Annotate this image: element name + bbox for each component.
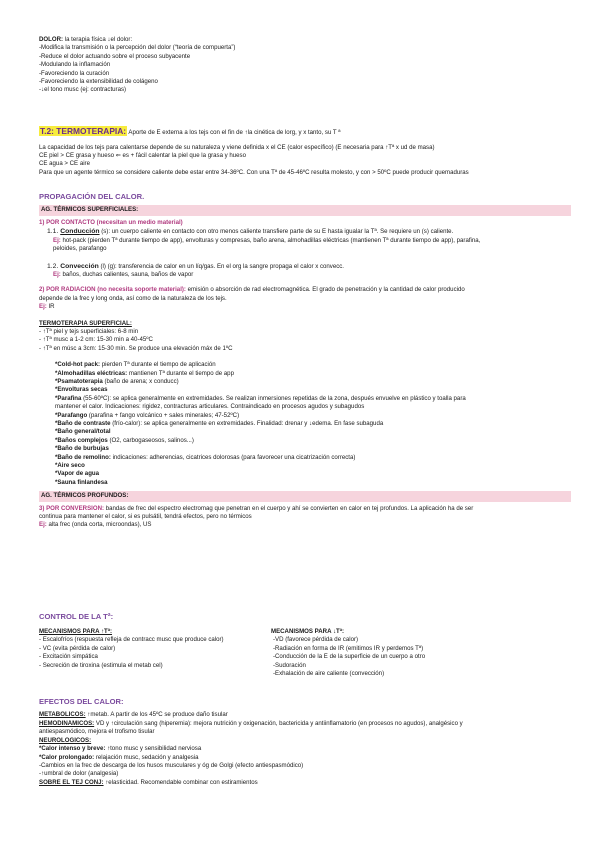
- list-item: -Sudoración: [273, 661, 306, 669]
- propagacion-title: PROPAGACIÓN DEL CALOR.: [39, 192, 145, 201]
- agent-desc: (frío-calor): se aplica generalmente en extremidades. Finalidad: drenar y ↓edema. En fase subaguda: [110, 420, 384, 427]
- radiacion-example-line: [39, 303, 579, 311]
- list-item: - ↑Tª en músc a 3cm: 15-30 min. Se produce una elevación máx de 1ºC: [39, 344, 233, 352]
- conveccion-desc: (l) (g): transferencia de calor en un líq/gas. En el org la sangre propaga el calor x convecc.: [98, 262, 344, 270]
- conversion-desc: bandas de frec del espectro electromag que penetran en el cuerpo y ahí se convierten en calor en tej profundos. La aplicación ha de ser: [104, 504, 474, 512]
- list-item: - Excitación simpática: [39, 653, 98, 661]
- list-item: - VC (evita pérdida de calor): [39, 644, 116, 652]
- agent-name: *Almohadillas eléctricas:: [55, 369, 128, 377]
- control-title: CONTROL DE LA Tª:: [39, 612, 114, 621]
- mecanismos-aumento-title: MECANISMOS PARA ↑Tª:: [39, 628, 113, 635]
- conversion-line: [39, 505, 579, 513]
- agent-item: [55, 470, 579, 478]
- dolor-title: DOLOR:: [39, 36, 64, 43]
- agents-list: [39, 361, 579, 487]
- radiacion-desc: emisión o absorción de rad electromagnética. El grado de penetración y la cantidad de calor producido: [185, 286, 465, 294]
- agent-name: *Baño de contraste: [55, 420, 111, 427]
- list-item: -VD (favorece pérdida de calor): [273, 636, 359, 644]
- hemodinamicos-label: HEMODINÁMICOS:: [39, 719, 95, 727]
- termoterapia-heading: T.2: TERMOTERAPIA:: [40, 126, 127, 136]
- conduccion-example-line-2: peloides, parafango: [53, 245, 107, 253]
- list-item: -Exhalación de aire caliente (convección): [273, 670, 385, 678]
- agent-item: [55, 378, 579, 386]
- efectos-title: EFECTOS DEL CALOR:: [39, 697, 124, 706]
- hemodinamicos-line-2: antiespasmódico, mejora el trofismo tisular: [39, 728, 155, 736]
- neuro-name: *Calor prolongado:: [39, 753, 95, 761]
- tejido-conjuntivo-line: [39, 779, 579, 787]
- paragraph-line: La capacidad de los tejs para calentarse depende de su naturaleza y viene definida x el CE (calor específico) (E necesaria para ↑Tª x ud de masa): [39, 143, 435, 151]
- agent-item: [55, 437, 579, 445]
- agent-item: [55, 420, 579, 428]
- conduccion-number: 1.1.: [47, 228, 61, 236]
- agent-name: *Psamatoterapia: [55, 377, 103, 385]
- agent-item: [55, 479, 579, 487]
- conversion-example: alta frec (onda corta, microondas), US: [46, 521, 152, 529]
- conveccion-number: 1.2.: [47, 262, 61, 270]
- agent-item: [55, 462, 579, 470]
- list-item: -Favoreciendo la extensibilidad de colágeno: [39, 78, 158, 86]
- agent-name: *Baños complejos: [55, 436, 108, 444]
- list-item: -Modulando la inflamación: [39, 61, 111, 69]
- agent-name: *Sauna finlandesa: [55, 478, 108, 486]
- neuro-item: [39, 770, 579, 778]
- agent-desc: (O2, carbogaseosos, salinos...): [107, 436, 194, 444]
- conveccion-example-line: [39, 271, 579, 279]
- agent-item: [55, 412, 579, 420]
- agent-name: *Envolturas secas: [55, 386, 108, 394]
- radiacion-line: [39, 286, 579, 294]
- paragraph-line: CE agua > CE aire: [39, 160, 90, 168]
- example-label: Ej:: [53, 236, 61, 244]
- neuro-desc: ↑tono musc y sensibilidad nerviosa: [105, 745, 202, 753]
- dolor-heading-line: [39, 36, 579, 44]
- agent-item: [55, 445, 579, 453]
- conversion-line-2: continua para mantener el calor, si es pulsátil, tendrá efectos, pero no térmicos: [39, 513, 252, 521]
- neuro-desc: -Cambios en la frec de descarga de los husos musculares y óg de Golgi (efecto antiespasmódico): [39, 761, 304, 769]
- neuro-desc: -↑umbral de dolor (analgesia): [39, 770, 119, 778]
- example-label: Ej:: [53, 270, 61, 278]
- list-item: -Reduce el dolor actuando sobre el proceso subyacente: [39, 52, 191, 60]
- list-item: - ↑Tª musc a 1-2 cm: 15-30 min a 40-45ºC: [39, 336, 153, 344]
- agent-desc: mantienen Tª durante el tiempo de app: [127, 369, 234, 377]
- agent-item: [55, 370, 579, 378]
- list-item: -Conducción de la E de la superficie de un cuerpo a otro: [273, 653, 426, 661]
- agent-item: [55, 454, 579, 462]
- radiacion-title: 2) POR RADIACIÓN (no necesita soporte material):: [39, 286, 186, 294]
- superficial-title: TERMOTERAPIA SUPERFICIAL:: [39, 319, 132, 327]
- mecanismos-descenso-title: MECANISMOS PARA ↓Tª:: [271, 628, 345, 635]
- agent-name: *Aire seco: [55, 462, 85, 470]
- hemodinamicos-desc: VD y ↑circulación sang (hiperemia): mejora nutrición y oxigenación, bactericida y antiinflamatorio (en procesos no agudos), analgésico y: [94, 719, 463, 727]
- agent-desc: (baño de arena; x conducc): [102, 377, 179, 385]
- neuro-desc: relajación musc, sedación y analgesia: [94, 753, 199, 761]
- agent-name: *Cold-hot pack:: [55, 361, 101, 369]
- neuro-name: *Calor intenso y breve:: [39, 745, 106, 753]
- conduccion-desc: (s): un cuerpo caliente en contacto con otro menos caliente transfiere parte de su E hasta igualar la Tª. Se requiere un (s) caliente.: [99, 228, 454, 236]
- conveccion-term: Convección: [60, 262, 99, 270]
- agent-desc: indicaciones: adherencias, cicatrices dolorosas (para favorecer una cicatrización correcta): [110, 453, 356, 461]
- termoterapia-heading-line: [39, 126, 579, 138]
- agent-name: *Vapor de agua: [55, 470, 100, 478]
- list-item: -↓el tono musc (ej: contracturas): [39, 86, 127, 94]
- neuro-item: [39, 745, 579, 753]
- list-item: -Modifica la transmisión o la percepción del dolor (“teoría de compuerta”): [39, 44, 236, 52]
- control-right-column: [271, 628, 571, 678]
- agent-name: *Baño de burbujas: [55, 445, 109, 453]
- agent-desc: mantener el calor. Indicaciones: rigidez, contracturas articulares. Contraindicado en procesos agudos y subagudos: [55, 403, 365, 411]
- agent-item: [55, 386, 579, 394]
- agent-item: [55, 395, 579, 403]
- agent-item: [55, 403, 579, 411]
- conduccion-term: Conducción: [60, 228, 100, 236]
- agent-name: *Baño general/total: [55, 428, 111, 436]
- list-item: - Secreción de tiroxina (estimula el metab cel): [39, 661, 163, 669]
- metabolicos-line: [39, 711, 579, 719]
- conversion-example-line: [39, 521, 579, 529]
- agent-item: [55, 428, 579, 436]
- metabolicos-desc: ↑metab. A partir de los 45ºC se produce daño tisular: [85, 711, 228, 719]
- metabolicos-label: METABÓLICOS:: [39, 711, 86, 719]
- control-section: [39, 612, 579, 622]
- conversion-title: 3) POR CONVERSIÓN:: [39, 504, 105, 512]
- agent-item: [55, 361, 579, 369]
- radiacion-line-2: depende de la frec y long onda, así como de la naturaleza de los tejs.: [39, 294, 227, 302]
- hemodinamicos-line: [39, 720, 579, 728]
- termoterapia-definition: Aporte de E externa a los tejs con el fin de ↑la cinética de lorg, y x tanto, su T ª: [127, 129, 341, 136]
- termoterapia-section: [39, 126, 579, 177]
- conveccion-line: [39, 262, 579, 271]
- contacto-title: 1) POR CONTACTO (necesitan un medio material): [39, 218, 183, 226]
- agent-name: *Baño de remolino:: [55, 453, 111, 461]
- tejido-conjuntivo-desc: ↑elasticidad. Recomendable combinar con estiramientos: [103, 778, 258, 786]
- neuro-item: [39, 762, 579, 770]
- paragraph-line: CE piel > CE grasa y hueso ⇐ es + fácil calentar la piel que la grasa y hueso: [39, 152, 246, 159]
- superficiales-bar: AG. TÉRMICOS SUPERFICIALES:: [39, 205, 571, 215]
- list-item: - Escalofríos (respuesta refleja de contracc musc que produce calor): [39, 636, 224, 644]
- conduccion-example: hot-pack (pierden Tª durante tiempo de app), envolturas y compresas, baño arena, almohadillas eléctricas (mantienen Tª durante tiempo de app), parafina,: [60, 236, 481, 244]
- list-item: -Favoreciendo la curación: [39, 69, 110, 77]
- conduccion-line: [39, 227, 579, 236]
- list-item: - ↑Tª piel y tejs superficiales: 6-8 min: [39, 327, 139, 335]
- example-label: Ej:: [39, 303, 47, 311]
- propagacion-section: [39, 192, 579, 530]
- profundos-bar: AG. TÉRMICOS PROFUNDOS:: [39, 491, 571, 501]
- radiacion-example: IR: [46, 303, 55, 311]
- neurologicos-label: NEUROLÓGICOS:: [39, 736, 92, 744]
- conveccion-example: baños, duchas calientes, sauna, baños de vapor: [60, 270, 194, 278]
- paragraph-line: Para que un agente térmico se considere caliente debe estar entre 34-36ºC. Con una Tª de 45-46ºC resulta molesto, y con > 50ºC puede producir quemaduras: [39, 168, 469, 176]
- agent-desc: (55-60ºC): se aplica generalmente en extremidades. Se realizan inmersiones repetidas de la zona, después envuelve en plástico y toalla para: [81, 394, 466, 402]
- agent-desc: pierden Tª durante el tiempo de aplicación: [100, 361, 216, 369]
- neuro-item: [39, 754, 579, 762]
- dolor-title-rest: la terapia física ↓el dolor:: [63, 36, 133, 43]
- tejido-conjuntivo-label: SOBRE EL TEJ CONJ:: [39, 778, 104, 786]
- dolor-section: [39, 36, 579, 95]
- example-label: Ej:: [39, 521, 47, 529]
- agent-name: *Parafina: [55, 394, 82, 402]
- agent-desc: (parafina + fango volcánico + sales minerales; 47-52ºC): [87, 411, 240, 419]
- agent-name: *Parafango: [55, 411, 88, 419]
- efectos-section: [39, 697, 579, 787]
- conduccion-example-line: [39, 237, 579, 245]
- control-left-column: [39, 628, 269, 670]
- list-item: -Radiación en forma de IR (emitimos IR y perdemos Tª): [273, 644, 424, 652]
